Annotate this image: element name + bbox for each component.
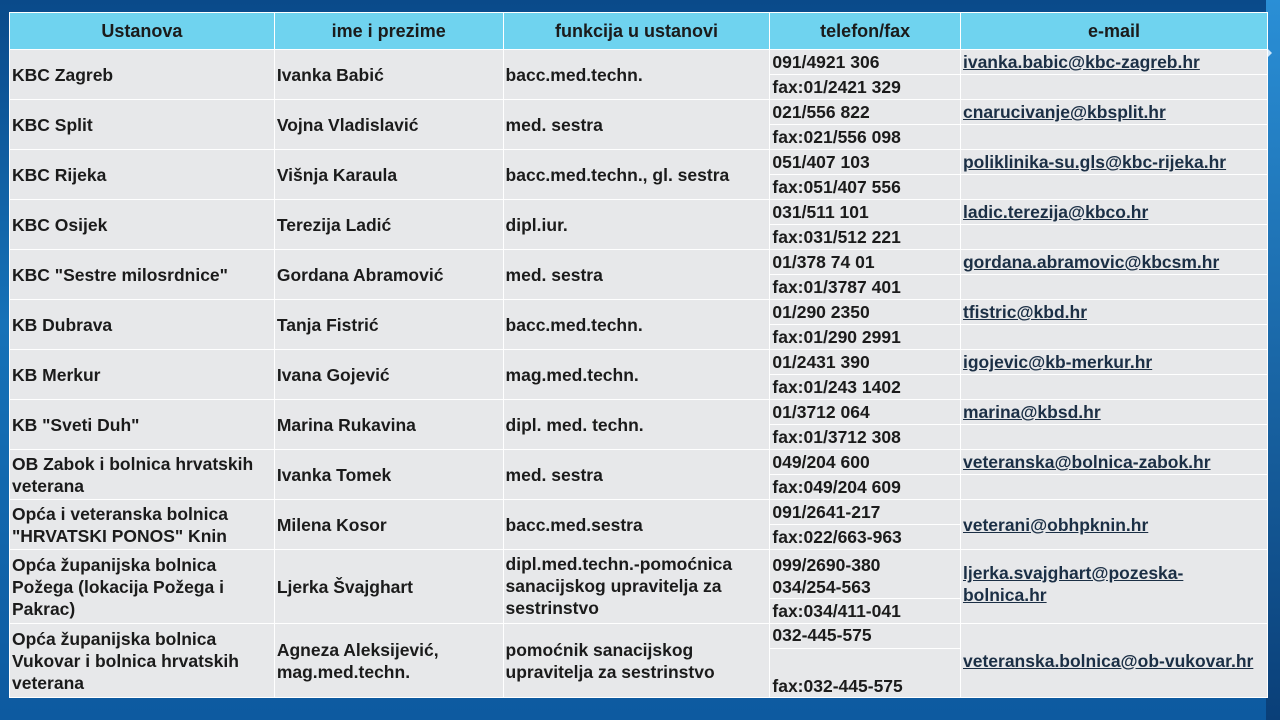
cell-email [960,200,1267,225]
cell-funkcija: dipl.med.techn.-pomoćnica sanacijskog upravitelja za sestrinstvo [503,550,770,624]
cell-fax: fax:022/663-963 [770,525,961,550]
cell-telefon: 091/4921 306 [770,50,961,75]
cell-fax: fax:049/204 609 [770,475,961,500]
header-ustanova: Ustanova [10,13,275,50]
cell-ime: Milena Kosor [274,500,503,550]
cell-ime: Vojna Vladislavić [274,100,503,150]
email-link[interactable]: ljerka.svajghart@pozeska-bolnica.hr [962,563,1184,605]
cell-ustanova: KBC Split [10,100,275,150]
cell-email-empty [960,375,1267,400]
email-link[interactable]: veteranska.bolnica@ob-vukovar.hr [962,650,1254,671]
cell-email-empty [960,125,1267,150]
cell-email [960,300,1267,325]
cell-funkcija: med. sestra [503,450,770,500]
cell-funkcija: med. sestra [503,250,770,300]
email-link[interactable]: ladic.terezija@kbco.hr [962,202,1149,222]
cell-funkcija: bacc.med.techn. [503,300,770,350]
table-row [10,250,1268,275]
cell-funkcija: bacc.med.sestra [503,500,770,550]
cell-fax: fax:032-445-575 [770,649,961,698]
cell-telefon: 01/2431 390 [770,350,961,375]
table-row [10,150,1268,175]
cell-ime: Marina Rukavina [274,400,503,450]
cell-fax: fax:034/411-041 [770,599,961,624]
cell-telefon: 032-445-575 [770,624,961,649]
cell-ustanova: KBC "Sestre milosrdnice" [10,250,275,300]
cell-telefon: 01/378 74 01 [770,250,961,275]
table-row [10,300,1268,325]
email-link[interactable]: tfistric@kbd.hr [962,302,1088,322]
cell-email [960,100,1267,125]
cell-ime: Tanja Fistrić [274,300,503,350]
cell-telefon: 091/2641-217 [770,500,961,525]
cell-fax: fax:021/556 098 [770,125,961,150]
telefon-line-2: 034/254-563 [772,577,871,597]
table-row [10,450,1268,475]
cell-email [960,400,1267,425]
table-row [10,100,1268,125]
table-row [10,200,1268,225]
header-email: e-mail [960,13,1267,50]
cell-email [960,50,1267,75]
cell-email [960,350,1267,375]
email-link[interactable]: igojevic@kb-merkur.hr [962,352,1153,372]
cell-telefon: 049/204 600 [770,450,961,475]
table-row [10,500,1268,525]
cell-funkcija: bacc.med.techn., gl. sestra [503,150,770,200]
cell-telefon [770,550,961,599]
cell-ustanova: KBC Zagreb [10,50,275,100]
header-funkcija: funkcija u ustanovi [503,13,770,50]
cell-fax: fax:01/290 2991 [770,325,961,350]
cell-ustanova: KB "Sveti Duh" [10,400,275,450]
cell-fax: fax:01/2421 329 [770,75,961,100]
cell-funkcija: bacc.med.techn. [503,50,770,100]
cell-ime: Višnja Karaula [274,150,503,200]
cell-ime: Gordana Abramović [274,250,503,300]
cell-email [960,150,1267,175]
cell-fax: fax:031/512 221 [770,225,961,250]
cell-funkcija: dipl. med. techn. [503,400,770,450]
cell-funkcija: med. sestra [503,100,770,150]
cell-ime: Ivanka Tomek [274,450,503,500]
email-link[interactable]: gordana.abramovic@kbcsm.hr [962,252,1220,272]
cell-email [960,624,1267,698]
email-link[interactable]: cnarucivanje@kbsplit.hr [962,102,1166,122]
cell-fax: fax:051/407 556 [770,175,961,200]
cell-ustanova: KBC Osijek [10,200,275,250]
cell-ime: Ivana Gojević [274,350,503,400]
cell-fax: fax:01/3712 308 [770,425,961,450]
cell-telefon: 01/290 2350 [770,300,961,325]
cell-telefon: 01/3712 064 [770,400,961,425]
header-telefon: telefon/fax [770,13,961,50]
email-link[interactable]: veteranska@bolnica-zabok.hr [962,452,1211,472]
cell-ustanova: Opća županijska bolnica Vukovar i bolnica hrvatskih veterana [10,624,275,698]
table-row [10,400,1268,425]
cell-ustanova: KB Dubrava [10,300,275,350]
email-link[interactable]: ivanka.babic@kbc-zagreb.hr [962,52,1200,72]
cell-ime: Ljerka Švajghart [274,550,503,624]
cell-ime: Agneza Aleksijević, mag.med.techn. [274,624,503,698]
cell-fax: fax:01/3787 401 [770,275,961,300]
cell-email-empty [960,475,1267,500]
cell-ustanova: KBC Rijeka [10,150,275,200]
cell-email-empty [960,175,1267,200]
cell-email [960,500,1267,550]
cell-ustanova: Opća županijska bolnica Požega (lokacija Požega i Pakrac) [10,550,275,624]
telefon-line: 099/2690-380 [772,555,881,575]
cell-ustanova: OB Zabok i bolnica hrvatskih veterana [10,450,275,500]
table-row [10,624,1268,649]
cell-telefon: 021/556 822 [770,100,961,125]
header-ime: ime i prezime [274,13,503,50]
cell-email-empty [960,225,1267,250]
email-link[interactable]: veterani@obhpknin.hr [962,514,1149,535]
cell-ustanova: Opća i veteranska bolnica "HRVATSKI PONOS" Knin [10,500,275,550]
table-row [10,50,1268,75]
cell-email [960,550,1267,624]
table-row [10,550,1268,599]
cell-funkcija: dipl.iur. [503,200,770,250]
cell-funkcija: mag.med.techn. [503,350,770,400]
cell-telefon: 051/407 103 [770,150,961,175]
cell-telefon: 031/511 101 [770,200,961,225]
cell-email-empty [960,275,1267,300]
cell-email [960,450,1267,475]
cell-email-empty [960,75,1267,100]
table-header-row [10,13,1268,50]
cell-email [960,250,1267,275]
cell-ime: Ivanka Babić [274,50,503,100]
table-row [10,350,1268,375]
cell-fax: fax:01/243 1402 [770,375,961,400]
email-link[interactable]: marina@kbsd.hr [962,402,1101,422]
slide-border-decoration [1266,0,1280,720]
cell-ime: Terezija Ladić [274,200,503,250]
cell-email-empty [960,425,1267,450]
cell-email-empty [960,325,1267,350]
contacts-table [9,12,1268,698]
cell-ustanova: KB Merkur [10,350,275,400]
cell-funkcija: pomoćnik sanacijskog upravitelja za sestrinstvo [503,624,770,698]
email-link[interactable]: poliklinika-su.gls@kbc-rijeka.hr [962,152,1227,172]
